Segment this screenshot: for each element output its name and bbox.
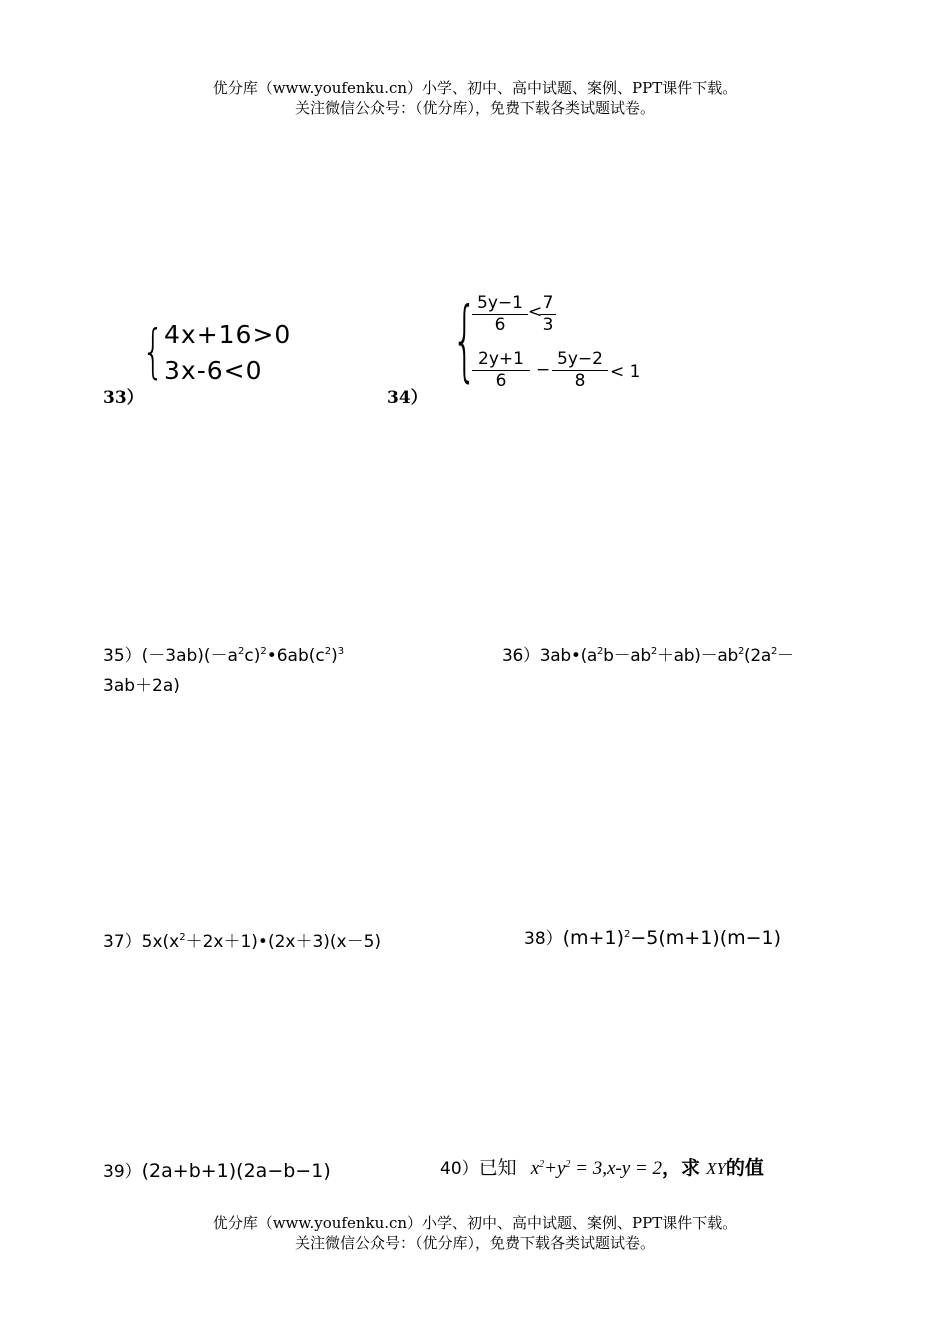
footer-line-1: 优分库（www.youfenku.cn）小学、初中、高中试题、案例、PPT课件下载。 [212, 1214, 738, 1232]
fraction [472, 292, 528, 335]
problem-34-number: 34） [387, 388, 428, 408]
denominator: 3 [542, 315, 554, 335]
denominator: 6 [494, 315, 506, 335]
relation: < [528, 302, 543, 322]
problem-36: $36)3ab•(a^2b-ab^2+ab)-ab^2(2a^2-$ [502, 646, 794, 666]
numerator: 5y−2 [552, 348, 608, 371]
problem-39: 39）(2a+b+1)(2a−b−1) [103, 1160, 331, 1182]
problem-34-system [452, 288, 652, 400]
problem-33-system [142, 317, 292, 394]
problem-36-continuation: 3ab＋2a) [103, 676, 180, 696]
numerator: 7 [540, 292, 556, 315]
problem-40-number: 40） [440, 1159, 479, 1179]
problem-35-number: 35） [103, 646, 142, 666]
fraction [552, 348, 608, 391]
problem-40-condition: $x^2+y^2 = 3,x-y = 2$ [530, 1158, 662, 1179]
problem-33-number: 33） [103, 388, 144, 408]
problem-38-number: 38） [524, 929, 563, 949]
brace-icon: { [142, 317, 165, 385]
problem-33-ineq-1: 4x+16>0 [164, 320, 292, 349]
problem-40-variable: XY [706, 1159, 726, 1178]
problem-37: $37)5x(x^2+2x+1)•(2x+3)(x-5)$ [103, 932, 382, 952]
problem-33-ineq-2: 3x-6<0 [164, 356, 263, 385]
minus-sign: − [536, 360, 551, 380]
page-footer [0, 1213, 950, 1253]
numerator: 5y−1 [472, 292, 528, 315]
denominator: 6 [495, 371, 507, 391]
fraction [472, 348, 530, 391]
problem-37-number: 37） [103, 932, 142, 952]
problem-40: 40）已知 $x^2+y^2 = 3,x-y = 2$，求 XY的值 [440, 1157, 764, 1179]
problem-36-number: 36） [502, 646, 540, 666]
fraction [540, 292, 556, 335]
page-header [0, 78, 950, 118]
numerator: 2y+1 [472, 348, 530, 371]
relation: < 1 [610, 362, 641, 382]
footer-line-2: 关注微信公众号：（优分库），免费下载各类试题试卷。 [294, 1234, 655, 1252]
header-line-1: 优分库（www.youfenku.cn）小学、初中、高中试题、案例、PPT课件下载。 [212, 79, 738, 97]
problem-38: $38)(m+1)^2-5(m+1)(m-1)$ [524, 927, 782, 949]
brace-icon: { [452, 288, 478, 391]
denominator: 8 [574, 371, 586, 391]
header-line-2: 关注微信公众号：（优分库），免费下载各类试题试卷。 [294, 99, 655, 117]
problem-39-number: 39） [103, 1162, 142, 1182]
problem-35: $35)(-3ab)(-a^2c)^2•6ab(c^2)^3$ [103, 646, 345, 666]
